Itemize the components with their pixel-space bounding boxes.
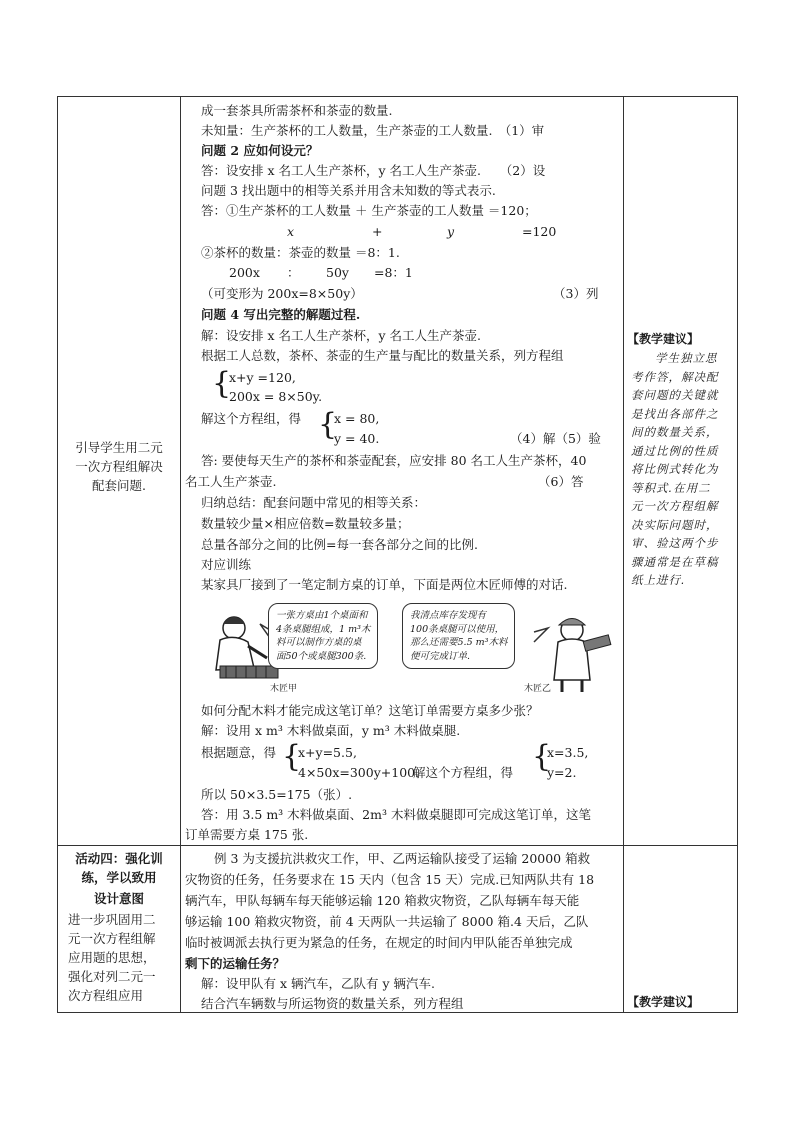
- ratio-eq: =8：1: [374, 265, 413, 280]
- carpenter-b-label: 木匠乙: [524, 684, 552, 694]
- example-3-line-3: 辆汽车，甲队每辆车每天能够运输 120 箱救灾物资，乙队每辆车每天能: [185, 893, 580, 908]
- activity-title: 活动四：强化训 练，学以致用: [75, 851, 163, 885]
- example-3-line-5: 临时被调派去执行更为紧急的任务，在规定的时间内甲队能否单独完成: [185, 935, 573, 950]
- line-22: 如何分配木料才能完成这笔订单？这笔订单需要方桌多少张？: [201, 703, 539, 718]
- line-1: 成一套茶具所需茶杯和茶壶的数量.: [201, 103, 393, 118]
- line-17: 归纳总结：配套问题中常见的相等关系：: [201, 495, 427, 510]
- ratio-200x: 200x: [229, 265, 260, 280]
- solution-1a: x = 80,: [334, 411, 380, 426]
- ratio-colon: ：: [287, 265, 300, 280]
- carpenter-b-figure: [554, 619, 611, 693]
- line-14: 解这个方程组，得: [201, 411, 302, 426]
- example-3-line-6: 剩下的运输任务？: [185, 956, 286, 971]
- line-19: 总量各部分之间的比例=每一套各部分之间的比例.: [201, 537, 478, 552]
- equation-1a: x+y =120,: [229, 370, 296, 385]
- column-divider-2: [623, 96, 624, 1013]
- example-3-solution: 解：设甲队有 x 辆汽车，乙队有 y 辆汽车.: [201, 976, 435, 991]
- column-divider-1: [180, 96, 181, 1013]
- line-16: 名工人生产茶壶.: [185, 474, 277, 489]
- equation-2b: 4×50x=300y+100.: [298, 765, 420, 780]
- plus-sign: +: [372, 224, 383, 239]
- table-border-left: [57, 96, 58, 1013]
- equation-1b: 200x = 8×50y.: [229, 389, 323, 404]
- question-4: 问题 4 写出完整的解题过程.: [201, 307, 361, 322]
- brace-4: {: [532, 739, 552, 774]
- line-27: 订单需要方桌 175 张.: [185, 827, 309, 842]
- step-4-5-label: （4）解（5）验: [510, 431, 601, 446]
- line-23: 解：设用 x m³ 木料做桌面，y m³ 木料做桌腿.: [201, 723, 461, 738]
- question-2: 问题 2 应如何设元？: [201, 143, 319, 158]
- line-24: 根据题意，得: [201, 745, 277, 760]
- brace-2: {: [318, 407, 338, 442]
- var-y: y: [447, 224, 455, 239]
- line-12: 解：设安排 x 名工人生产茶杯，y 名工人生产茶壶.: [201, 328, 482, 343]
- table-border-middle: [57, 845, 738, 846]
- design-intent-text: 进一步巩固用二 元一次方程组解 应用题的思想， 强化对列二元一 次方程组应用: [68, 912, 156, 1003]
- example-3-line-2: 灾物资的任务，任务要求在 15 天内（包含 15 天）完成.已知两队共有 18: [185, 872, 595, 887]
- example-3-line-1: 例 3 为支援抗洪救灾工作，甲、乙两运输队接受了运输 20000 箱救: [214, 851, 591, 866]
- line-4: 答：设安排 x 名工人生产茶杯，y 名工人生产茶壶. （2）设: [201, 163, 546, 178]
- solution-2a: x=3.5,: [547, 745, 589, 760]
- solution-1b: y = 40.: [334, 431, 380, 446]
- step-3-label: （3）列: [553, 286, 599, 301]
- line-6: 答：①生产茶杯的工人数量 ＋ 生产茶壶的工人数量 ＝120；: [201, 203, 537, 218]
- teaching-suggestion-heading-2: 【教学建议】: [627, 995, 700, 1009]
- line-18: 数量较少量×相应倍数=数量较多量；: [201, 516, 410, 531]
- line-24b: 解这个方程组，得: [413, 765, 514, 780]
- speech-bubble-b: 我清点库存发现有 100条桌腿可以使用， 那么还需要5.5 m³木料 便可完成订单.: [402, 603, 515, 669]
- line-13: 根据工人总数，茶杯、茶壶的生产量与配比的数量关系，列方程组: [201, 348, 564, 363]
- line-26: 答：用 3.5 m³ 木料做桌面、2m³ 木料做桌腿即可完成这笔订单，这笔: [201, 807, 591, 822]
- design-intent-heading: 设计意图: [93, 891, 144, 906]
- ratio-50y: 50y: [326, 265, 349, 280]
- equation-2a: x+y=5.5,: [298, 745, 357, 760]
- eq-120: =120: [522, 224, 557, 239]
- line-15: 答: 要使每天生产的茶杯和茶壶配套，应安排 80 名工人生产茶杯，40: [201, 453, 587, 468]
- guide-text: 引导学生用二元 一次方程组解决 配套问题.: [75, 440, 163, 493]
- line-8: ②茶杯的数量：茶壶的数量 ＝8：1.: [201, 245, 400, 260]
- table-border-top: [57, 96, 738, 97]
- example-3-equation-intro: 结合汽车辆数与所运物资的数量关系，列方程组: [201, 996, 464, 1011]
- table-border-bottom: [57, 1012, 738, 1013]
- line-21: 某家具厂接到了一笔定制方桌的订单，下面是两位木匠师傅的对话.: [201, 577, 568, 592]
- example-3-line-4: 够运输 100 箱救灾物资，前 4 天两队一共运输了 8000 箱.4 天后，乙队: [185, 914, 589, 929]
- carpenter-a-label: 木匠甲: [270, 684, 298, 694]
- var-x: x: [287, 224, 295, 239]
- brace-3: {: [282, 739, 302, 774]
- brace-1: {: [212, 366, 232, 401]
- line-2: 未知量：生产茶杯的工人数量，生产茶壶的工人数量. （1）审: [201, 123, 545, 138]
- question-3: 问题 3 找出题中的相等关系并用含未知数的等式表示.: [201, 183, 496, 198]
- teaching-suggestion-heading: 【教学建议】: [627, 332, 700, 346]
- line-25: 所以 50×3.5=175（张）.: [201, 787, 353, 802]
- speech-bubble-a: 一张方桌由1个桌面和 4条桌腿组成，1 m³木 料可以制作方桌的桌 面50个或桌腿300条.: [268, 603, 378, 669]
- line-10: （可变形为 200x=8×50y）: [201, 286, 363, 301]
- table-border-right: [737, 96, 738, 1013]
- line-20: 对应训练: [201, 557, 252, 572]
- solution-2b: y=2.: [547, 765, 577, 780]
- teaching-suggestion-text: 学生独立思 考作答，解决配 套问题的关键就 是找出各部件之 间的数量关系， 通过比例的性质 将比例式转化为 等积式.在用二 元一次方程组解 决实际问题时， 审、验这两个步 骤通常是在草稿 纸上进行.: [631, 351, 719, 587]
- step-6-label: （6）答: [538, 474, 584, 489]
